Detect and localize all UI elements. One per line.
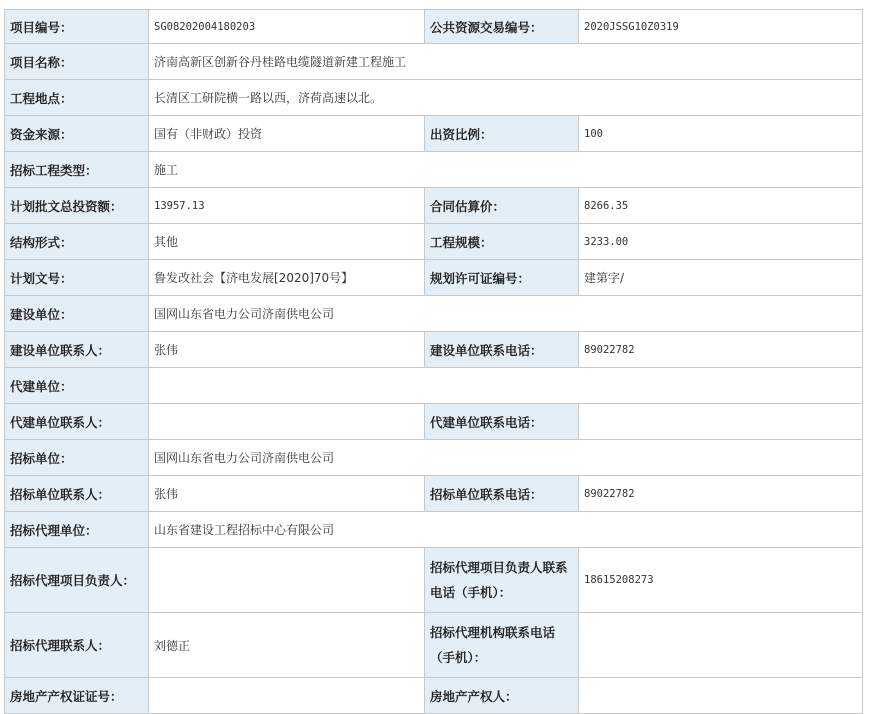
- fund-ratio-label: 出资比例：: [425, 116, 579, 152]
- property-cert-value: [149, 678, 425, 714]
- permit-number-value: 建第字/: [579, 260, 863, 296]
- agent-leader-phone-value: 18615208273: [579, 548, 863, 613]
- structure-value: 其他: [149, 224, 425, 260]
- agent-org-phone-label: 招标代理机构联系电话（手机）：: [425, 613, 579, 678]
- trade-number-label: 公共资源交易编号：: [425, 10, 579, 44]
- table-row: [5, 476, 863, 512]
- builder-label: 建设单位：: [5, 296, 149, 332]
- table-row: [5, 224, 863, 260]
- tenderer-contact-value: 张伟: [149, 476, 425, 512]
- fund-source-value: 国有（非财政）投资: [149, 116, 425, 152]
- builder-phone-value: 89022782: [579, 332, 863, 368]
- table-row: [5, 332, 863, 368]
- tenderer-contact-label: 招标单位联系人：: [5, 476, 149, 512]
- plan-doc-value: 鲁发改社会【济电发展[2020]70号】: [149, 260, 425, 296]
- project-number-value: SG08202004180203: [149, 10, 425, 44]
- plan-doc-label: 计划文号：: [5, 260, 149, 296]
- contract-estimate-label: 合同估算价：: [425, 188, 579, 224]
- tender-agent-value: 山东省建设工程招标中心有限公司: [149, 512, 863, 548]
- table-row: [5, 404, 863, 440]
- agent-builder-phone-value: [579, 404, 863, 440]
- table-row: [5, 678, 863, 714]
- table-row: [5, 368, 863, 404]
- tender-type-value: 施工: [149, 152, 863, 188]
- structure-label: 结构形式：: [5, 224, 149, 260]
- project-name-label: 项目名称：: [5, 44, 149, 80]
- trade-number-value: 2020JSSG10Z0319: [579, 10, 863, 44]
- tenderer-phone-label: 招标单位联系电话：: [425, 476, 579, 512]
- tenderer-phone-value: 89022782: [579, 476, 863, 512]
- table-row: [5, 116, 863, 152]
- scale-value: 3233.00: [579, 224, 863, 260]
- project-info-table: [4, 9, 863, 714]
- agent-org-phone-value: [579, 613, 863, 678]
- table-row: [5, 296, 863, 332]
- agent-leader-phone-label: 招标代理项目负责人联系电话（手机）：: [425, 548, 579, 613]
- tenderer-value: 国网山东省电力公司济南供电公司: [149, 440, 863, 476]
- tenderer-label: 招标单位：: [5, 440, 149, 476]
- location-value: 长清区工研院横一路以西，济荷高速以北。: [149, 80, 863, 116]
- table-row: [5, 10, 863, 44]
- agent-builder-phone-label: 代建单位联系电话：: [425, 404, 579, 440]
- fund-source-label: 资金来源：: [5, 116, 149, 152]
- agent-leader-label: 招标代理项目负责人：: [5, 548, 149, 613]
- project-number-label: 项目编号：: [5, 10, 149, 44]
- table-row: [5, 80, 863, 116]
- total-investment-value: 13957.13: [149, 188, 425, 224]
- total-investment-label: 计划批文总投资额：: [5, 188, 149, 224]
- builder-value: 国网山东省电力公司济南供电公司: [149, 296, 863, 332]
- tender-agent-label: 招标代理单位：: [5, 512, 149, 548]
- table-row: [5, 512, 863, 548]
- builder-phone-label: 建设单位联系电话：: [425, 332, 579, 368]
- contract-estimate-value: 8266.35: [579, 188, 863, 224]
- agent-leader-value: [149, 548, 425, 613]
- tender-type-label: 招标工程类型：: [5, 152, 149, 188]
- agent-builder-contact-value: [149, 404, 425, 440]
- table-row: [5, 613, 863, 678]
- table-row: [5, 440, 863, 476]
- table-row: [5, 44, 863, 80]
- property-cert-label: 房地产产权证证号：: [5, 678, 149, 714]
- agent-contact-label: 招标代理联系人：: [5, 613, 149, 678]
- permit-number-label: 规划许可证编号：: [425, 260, 579, 296]
- project-name-value: 济南高新区创新谷丹桂路电缆隧道新建工程施工: [149, 44, 863, 80]
- agent-builder-contact-label: 代建单位联系人：: [5, 404, 149, 440]
- table-row: [5, 152, 863, 188]
- scale-label: 工程规模：: [425, 224, 579, 260]
- location-label: 工程地点：: [5, 80, 149, 116]
- property-owner-label: 房地产产权人：: [425, 678, 579, 714]
- agent-builder-value: [149, 368, 863, 404]
- fund-ratio-value: 100: [579, 116, 863, 152]
- agent-contact-value: 刘德正: [149, 613, 425, 678]
- table-row: [5, 260, 863, 296]
- table-row: [5, 188, 863, 224]
- builder-contact-label: 建设单位联系人：: [5, 332, 149, 368]
- property-owner-value: [579, 678, 863, 714]
- agent-builder-label: 代建单位：: [5, 368, 149, 404]
- table-row: [5, 548, 863, 613]
- builder-contact-value: 张伟: [149, 332, 425, 368]
